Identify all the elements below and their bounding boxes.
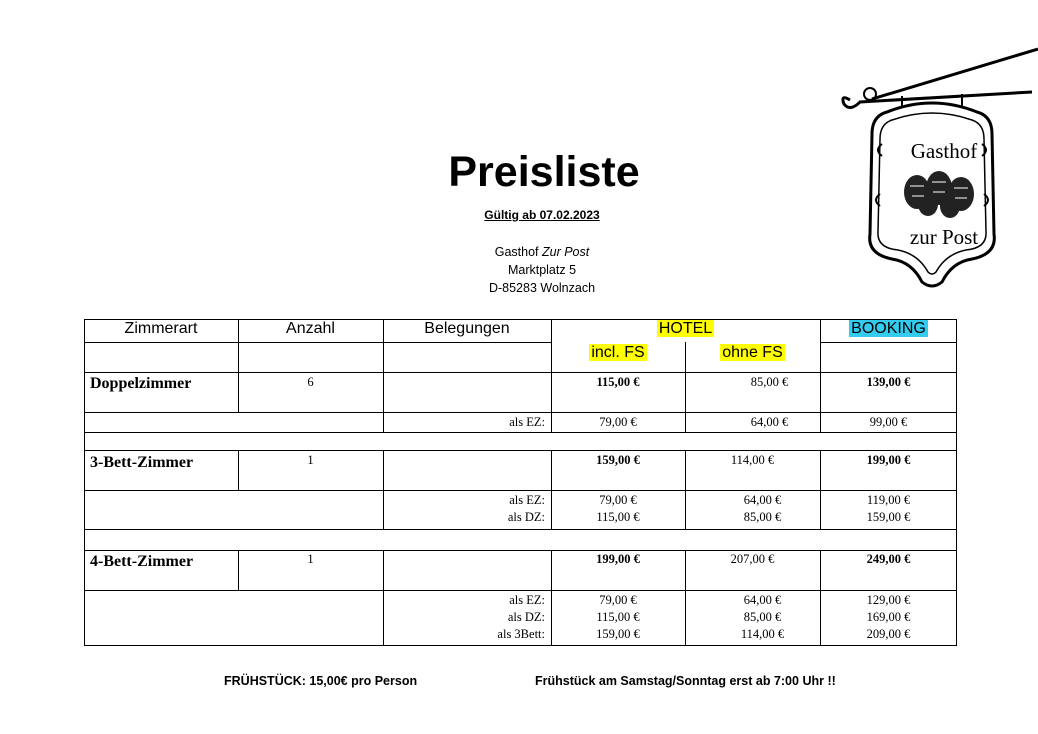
sub-label: als EZ: (509, 415, 545, 429)
header-belegungen: Belegungen (424, 320, 510, 337)
gasthof-sign-logo (832, 44, 1038, 294)
price-incl: 115,00 € (596, 375, 640, 389)
header-hotel (551, 320, 820, 338)
sign-text-gasthof: Gasthof (910, 139, 978, 163)
price-booking: 249,00 € (866, 552, 911, 566)
sub-price-ohne: 64,00 € (743, 493, 782, 507)
room-count: 1 (307, 552, 314, 566)
header-ohne-fs-label: ohne FS (722, 344, 783, 361)
breakfast-price-note: FRÜHSTÜCK: 15,00€ pro Person (224, 674, 418, 688)
room-count: 1 (307, 453, 314, 467)
price-booking: 199,00 € (866, 453, 911, 467)
price-ohne: 207,00 € (730, 552, 775, 566)
sub-prices-ohne (685, 592, 820, 643)
sub-price-incl: 79,00 € (599, 593, 637, 607)
room-name: Doppelzimmer (90, 375, 192, 392)
price-ohne: 114,00 € (730, 453, 775, 467)
sub-label: als DZ: (507, 610, 545, 624)
room-count: 6 (307, 375, 314, 389)
sub-label: als EZ: (509, 493, 545, 507)
page-title: Preisliste (448, 148, 640, 196)
sub-price-incl: 115,00 € (596, 510, 640, 524)
price-table (84, 319, 957, 646)
sub-label: als EZ: (509, 593, 545, 607)
sub-price-incl: 115,00 € (596, 610, 640, 624)
sub-price-booking: 169,00 € (866, 610, 911, 624)
sub-price-ohne: 85,00 € (743, 510, 782, 524)
address-city: D-85283 Wolnzach (488, 281, 596, 295)
sub-price-ohne: 64,00 € (750, 415, 789, 429)
price-incl: 199,00 € (596, 552, 640, 566)
sub-prices-booking (820, 592, 957, 643)
sub-labels (383, 492, 545, 526)
header-booking (820, 320, 957, 338)
sub-prices-incl (551, 492, 685, 526)
room-name: 4-Bett-Zimmer (90, 553, 194, 570)
sub-price-booking: 99,00 € (869, 415, 908, 429)
header-anzahl: Anzahl (286, 320, 335, 337)
price-incl: 159,00 € (596, 453, 640, 467)
sub-prices-booking (820, 492, 957, 526)
sub-price-incl: 79,00 € (599, 493, 637, 507)
sub-price-booking: 119,00 € (866, 493, 911, 507)
sub-price-incl: 159,00 € (596, 627, 640, 641)
sub-prices-incl (551, 592, 685, 643)
sub-price-ohne: 114,00 € (740, 627, 785, 641)
sub-price-booking: 209,00 € (866, 627, 911, 641)
header-booking-label: BOOKING (851, 320, 926, 337)
price-ohne: 85,00 € (750, 375, 789, 389)
valid-from-date: Gültig ab 07.02.2023 (484, 208, 600, 222)
price-booking: 139,00 € (866, 375, 911, 389)
sub-label: als 3Bett: (497, 627, 545, 641)
header-hotel-label: HOTEL (658, 320, 713, 337)
weekend-breakfast-note: Frühstück am Samstag/Sonntag erst ab 7:00 Uhr !! (535, 674, 836, 688)
room-name: 3-Bett-Zimmer (90, 454, 194, 471)
address-name-italic: Zur Post (542, 245, 590, 259)
sub-prices-ohne (685, 492, 820, 526)
sign-text-zur-post: zur Post (909, 225, 979, 249)
sub-label: als DZ: (507, 510, 545, 524)
header-incl-fs-label: incl. FS (591, 344, 645, 361)
sub-price-incl: 79,00 € (599, 415, 637, 429)
sub-price-booking: 159,00 € (866, 510, 911, 524)
sub-price-ohne: 64,00 € (743, 593, 782, 607)
header-zimmerart: Zimmerart (124, 320, 198, 337)
header-incl-fs (551, 344, 685, 362)
header-ohne-fs (685, 344, 820, 362)
sub-price-ohne: 85,00 € (743, 610, 782, 624)
address-name-prefix: Gasthof (494, 245, 542, 259)
address-street: Marktplatz 5 (507, 263, 577, 277)
sub-price-booking: 129,00 € (866, 593, 911, 607)
sub-labels (383, 592, 545, 643)
